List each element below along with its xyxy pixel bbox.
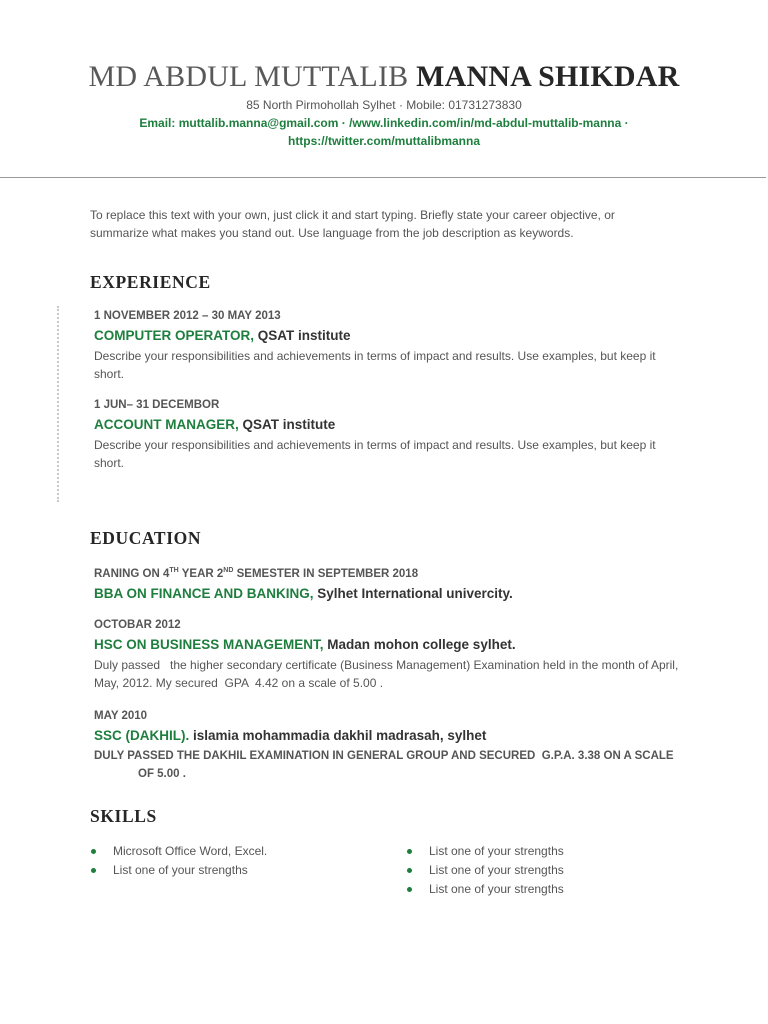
degree-title: HSC ON BUSINESS MANAGEMENT, (94, 637, 324, 652)
resume-header (0, 58, 768, 150)
skills-list-left (91, 842, 267, 880)
skill-item: List one of your strengths (407, 861, 564, 880)
experience-date: 1 NOVEMBER 2012 – 30 MAY 2013 (94, 310, 281, 322)
skills-heading: SKILLS (90, 806, 157, 826)
candidate-name (0, 58, 768, 96)
skill-item: List one of your strengths (91, 861, 267, 880)
header-divider (0, 177, 766, 178)
skills-list-right (407, 842, 564, 899)
education-item (94, 708, 684, 783)
education-date: MAY 2010 (94, 710, 148, 722)
skill-item: List one of your strengths (407, 880, 564, 899)
experience-description: Describe your responsibilities and achievements in terms of impact and results. Use examples, but keep it short. (94, 349, 656, 381)
skill-item: Microsoft Office Word, Excel. (91, 842, 267, 861)
experience-role (94, 326, 684, 346)
address-mobile: 85 North Pirmohollah Sylhet · Mobile: 01731273830 (246, 98, 522, 112)
skill-item: List one of your strengths (407, 842, 564, 861)
experience-description: Describe your responsibilities and achievements in terms of impact and results. Use examples, but keep it short. (94, 438, 656, 470)
education-degree-line (94, 584, 684, 604)
experience-date: 1 JUN– 31 DECEMBOR (94, 399, 220, 411)
experience-item (94, 397, 684, 472)
education-description: Duly passed the higher secondary certificate (Business Management) Examination held in the month of April, May, 2012. My secured GPA 4.42 on a scale of 5.00 . (94, 658, 682, 690)
education-date: RANING ON 4TH YEAR 2ND SEMESTER IN SEPTEMBER 2018 (94, 567, 419, 580)
school-name: Sylhet International univercity. (317, 585, 513, 601)
job-title: COMPUTER OPERATOR, (94, 328, 255, 343)
experience-heading: EXPERIENCE (90, 272, 211, 292)
name-first: MD ABDUL MUTTALIB (88, 60, 409, 93)
education-item (94, 563, 684, 604)
name-last: MANNA SHIKDAR (416, 60, 680, 93)
experience-item (94, 308, 684, 383)
job-title: ACCOUNT MANAGER, (94, 417, 239, 432)
contact-links-line1[interactable]: Email: muttalib.manna@gmail.com · /www.linkedin.com/in/md-abdul-muttalib-manna · (139, 116, 629, 130)
company-name: QSAT institute (257, 328, 351, 343)
education-degree-line (94, 726, 684, 746)
company-name: QSAT institute (242, 417, 336, 432)
education-item (94, 617, 684, 692)
education-heading: EDUCATION (90, 528, 202, 548)
school-name: islamia mohammadia dakhil madrasah, sylhet (193, 728, 487, 743)
education-date: OCTOBAR 2012 (94, 619, 181, 631)
school-name: Madan mohon college sylhet. (327, 637, 516, 652)
experience-dotted-line (57, 306, 59, 502)
degree-title: BBA ON FINANCE AND BANKING, (94, 585, 314, 601)
objective-text: To replace this text with your own, just click it and start typing. Briefly state your career objective, or summarize what makes you stand out. Use language from the job description as keywords. (90, 208, 615, 240)
education-description: DULY PASSED THE DAKHIL EXAMINATION IN GENERAL GROUP AND SECURED G.P.A. 3.38 ON A SCALE OF 5.00 . (94, 750, 674, 780)
education-degree-line (94, 635, 684, 655)
contact-links-line2[interactable]: https://twitter.com/muttalibmanna (287, 134, 480, 148)
experience-role (94, 415, 684, 435)
degree-title: SSC (DAKHIL). (94, 728, 190, 743)
